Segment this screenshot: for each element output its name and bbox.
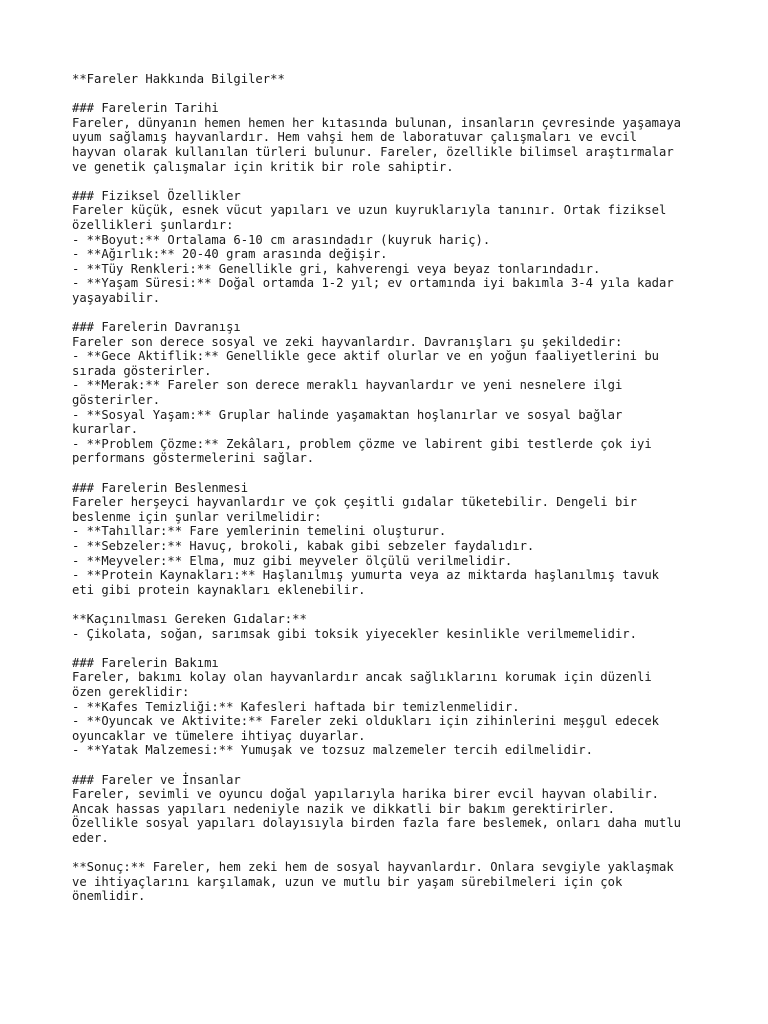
text-line: eti gibi protein kaynakları eklenebilir. <box>72 582 366 597</box>
section-heading: ### Farelerin Davranışı <box>72 320 241 335</box>
section-heading: ### Farelerin Beslenmesi <box>72 480 249 495</box>
list-item: - **Tahıllar:** Fare yemlerinin temelini oluşturur. <box>72 524 447 539</box>
text-line: eder. <box>72 830 109 845</box>
text-line: uyum sağlamış hayvanlardır. Hem vahşi hem de laboratuvar çalışmaları ve evcil <box>72 130 637 145</box>
section-humans <box>72 773 712 846</box>
section-behavior <box>72 320 712 466</box>
list-item: - **Yatak Malzemesi:** Yumuşak ve tozsuz malzemeler tercih edilmelidir. <box>72 743 593 758</box>
text-line: sırada gösterirler. <box>72 363 212 378</box>
list-item: - **Protein Kaynakları:** Haşlanılmış yumurta veya az miktarda haşlanılmış tavuk <box>72 568 659 583</box>
section-heading: ### Fiziksel Özellikler <box>72 188 241 203</box>
text-line: özellikleri şunlardır: <box>72 217 234 232</box>
text-line: performans göstermelerini sağlar. <box>72 451 315 466</box>
list-item: - **Gece Aktiflik:** Genellikle gece aktif olurlar ve en yoğun faaliyetlerini bu <box>72 349 659 364</box>
section-nutrition <box>72 481 712 598</box>
text-line: gösterirler. <box>72 393 161 408</box>
text-line: ve ihtiyaçlarını karşılamak, uzun ve mutlu bir yaşam sürebilmeleri için çok <box>72 874 623 889</box>
text-line: kurarlar. <box>72 422 139 437</box>
section-heading: **Kaçınılması Gereken Gıdalar:** <box>72 611 307 626</box>
section-history <box>72 101 712 174</box>
list-item: - **Yaşam Süresi:** Doğal ortamda 1-2 yıl; ev ortamında iyi bakımla 3-4 yıla kadar <box>72 276 674 291</box>
text-line: Fareler son derece sosyal ve zeki hayvanlardır. Davranışları şu şekildedir: <box>72 334 623 349</box>
list-item: - Çikolata, soğan, sarımsak gibi toksik yiyecekler kesinlikle verilmemelidir. <box>72 626 637 641</box>
text-line: **Sonuç:** Fareler, hem zeki hem de sosyal hayvanlardır. Onlara sevgiyle yaklaşmak <box>72 860 674 875</box>
text-line: Fareler, bakımı kolay olan hayvanlardır ancak sağlıklarını korumak için düzenli <box>72 670 652 685</box>
section-heading: ### Farelerin Bakımı <box>72 655 219 670</box>
list-item: - **Oyuncak ve Aktivite:** Fareler zeki oldukları için zihinlerini meşgul edecek <box>72 714 659 729</box>
text-line: beslenme için şunlar verilmelidir: <box>72 509 322 524</box>
text-line: önemlidir. <box>72 889 146 904</box>
text-line: Fareler herşeyci hayvanlardır ve çok çeşitli gıdalar tüketebilir. Dengeli bir <box>72 495 637 510</box>
text-line: özen gereklidir: <box>72 684 190 699</box>
text-line: oyuncaklar ve tümelere ihtiyaç duyarlar. <box>72 728 366 743</box>
list-item: - **Boyut:** Ortalama 6-10 cm arasındadır (kuyruk hariç). <box>72 232 491 247</box>
list-item: - **Ağırlık:** 20-40 gram arasında değişir. <box>72 247 388 262</box>
list-item: - **Merak:** Fareler son derece meraklı hayvanlardır ve yeni nesnelere ilgi <box>72 378 623 393</box>
text-line: ve genetik çalışmalar için kritik bir role sahiptir. <box>72 159 454 174</box>
text-line: Fareler, sevimli ve oyuncu doğal yapılarıyla harika birer evcil hayvan olabilir. <box>72 787 659 802</box>
section-heading: ### Fareler ve İnsanlar <box>72 772 241 787</box>
section-conclusion <box>72 860 712 904</box>
list-item: - **Problem Çözme:** Zekâları, problem çözme ve labirent gibi testlerde çok iyi <box>72 436 652 451</box>
title-line: **Fareler Hakkında Bilgiler** <box>72 72 285 86</box>
text-line: Ancak hassas yapıları nedeniyle nazik ve dikkatli bir bakım gerektirirler. <box>72 801 615 816</box>
section-avoid-foods <box>72 612 712 641</box>
section-heading: ### Farelerin Tarihi <box>72 101 219 116</box>
list-item: - **Sebzeler:** Havuç, brokoli, kabak gibi sebzeler faydalıdır. <box>72 539 535 553</box>
text-line: Özellikle sosyal yapıları dolayısıyla birden fazla fare beslemek, onları daha mutlu <box>72 816 682 831</box>
list-item: - **Meyveler:** Elma, muz gibi meyveler ölçülü verilmelidir. <box>72 553 513 568</box>
section-physical <box>72 189 712 306</box>
list-item: - **Tüy Renkleri:** Genellikle gri, kahverengi veya beyaz tonlarındadır. <box>72 261 601 276</box>
text-line: Fareler, dünyanın hemen hemen her kıtasında bulunan, insanların çevresinde yaşamaya <box>72 115 682 130</box>
text-line: yaşayabilir. <box>72 290 161 305</box>
list-item: - **Kafes Temizliği:** Kafesleri haftada bir temizlenmelidir. <box>72 699 520 714</box>
list-item: - **Sosyal Yaşam:** Gruplar halinde yaşamaktan hoşlanırlar ve sosyal bağlar <box>72 407 623 422</box>
text-line: Fareler küçük, esnek vücut yapıları ve uzun kuyruklarıyla tanınır. Ortak fiziksel <box>72 203 667 218</box>
document-title <box>72 72 712 87</box>
section-care <box>72 656 712 758</box>
text-line: hayvan olarak kullanılan türleri bulunur. Fareler, özellikle bilimsel araştırmalar <box>72 144 674 159</box>
